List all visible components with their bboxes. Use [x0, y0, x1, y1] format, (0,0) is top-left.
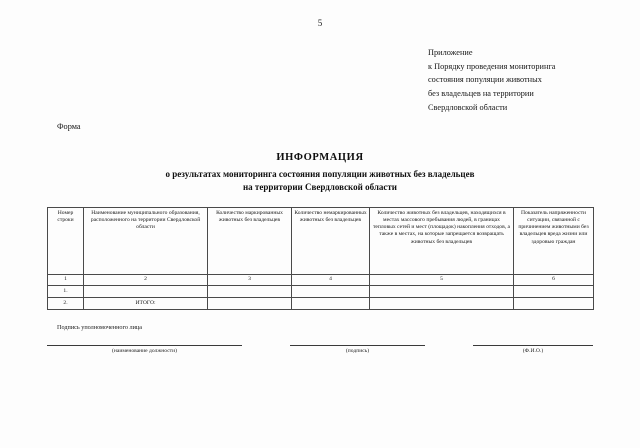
- row-cell[interactable]: [292, 286, 370, 298]
- column-number: 3: [208, 275, 292, 286]
- signature-rule: [473, 344, 593, 346]
- appendix-line-4: без владельцев на территории: [428, 89, 534, 99]
- signature-lines: [47, 344, 593, 354]
- column-number: 6: [514, 275, 594, 286]
- appendix-reference: [428, 46, 628, 114]
- table-header-cell: Наименование муниципального образования, расположенного на территории Свердловской области: [84, 208, 208, 275]
- row-cell[interactable]: [514, 286, 594, 298]
- table-header-row: [48, 208, 594, 275]
- row-cell[interactable]: [370, 298, 514, 310]
- row-cell[interactable]: [208, 298, 292, 310]
- signature-field-sign[interactable]: [290, 344, 425, 354]
- column-number: 5: [370, 275, 514, 286]
- appendix-line-5: Свердловской области: [428, 102, 508, 112]
- column-number: 2: [84, 275, 208, 286]
- row-number: 2.: [48, 298, 84, 310]
- table-header-cell: Количество животных без владельцев, находящихся в местах массового пребывания людей, в границах тепловых сетей и мест (площадок) накопления отходов, а также в местах, на которые запрещается возвращать животных без владельцев: [370, 208, 514, 275]
- signature-caption: (подпись): [345, 348, 370, 354]
- row-cell[interactable]: [292, 298, 370, 310]
- signature-label: Подпись уполномоченного лица: [57, 324, 142, 331]
- table-row[interactable]: [48, 286, 594, 298]
- monitoring-table: [47, 207, 594, 310]
- row-cell[interactable]: [84, 286, 208, 298]
- table-header-cell: Количество немаркированных животных без владельцев: [292, 208, 370, 275]
- signature-field-name[interactable]: [473, 344, 593, 354]
- table-header-cell: Количество маркированных животных без владельцев: [208, 208, 292, 275]
- subtitle-line-2: на территории Свердловской области: [243, 182, 397, 193]
- table-row[interactable]: [48, 298, 594, 310]
- signature-caption: (Ф.И.О.): [522, 348, 544, 354]
- page-title: ИНФОРМАЦИЯ: [276, 152, 364, 163]
- appendix-line-2: к Порядку проведения мониторинга: [428, 61, 556, 71]
- column-number: 4: [292, 275, 370, 286]
- table-header-cell: Показатель напряженности ситуации, связанной с причинением животными без владельцев вреда жизни или здоровью граждан: [514, 208, 594, 275]
- row-cell[interactable]: [370, 286, 514, 298]
- row-cell[interactable]: [514, 298, 594, 310]
- signature-caption: (наименование должности): [111, 348, 177, 354]
- appendix-line-3: состояния популяции животных: [428, 75, 542, 85]
- column-number: 1: [48, 275, 84, 286]
- document-title-block: [0, 152, 640, 194]
- signature-rule: [290, 344, 425, 346]
- page-number: 5: [317, 18, 323, 28]
- form-label: Форма: [57, 122, 81, 131]
- document-subtitle: [0, 168, 640, 194]
- signature-rule: [47, 344, 242, 346]
- row-number: 1.: [48, 286, 84, 298]
- table-column-number-row: [48, 275, 594, 286]
- subtitle-line-1: о результатах мониторинга состояния популяции животных без владельцев: [165, 169, 475, 179]
- row-total-label: ИТОГО:: [84, 298, 208, 310]
- signature-field-position[interactable]: [47, 344, 242, 354]
- table-header-cell: Номер строки: [48, 208, 84, 275]
- row-cell[interactable]: [208, 286, 292, 298]
- appendix-line-1: Приложение: [428, 48, 473, 57]
